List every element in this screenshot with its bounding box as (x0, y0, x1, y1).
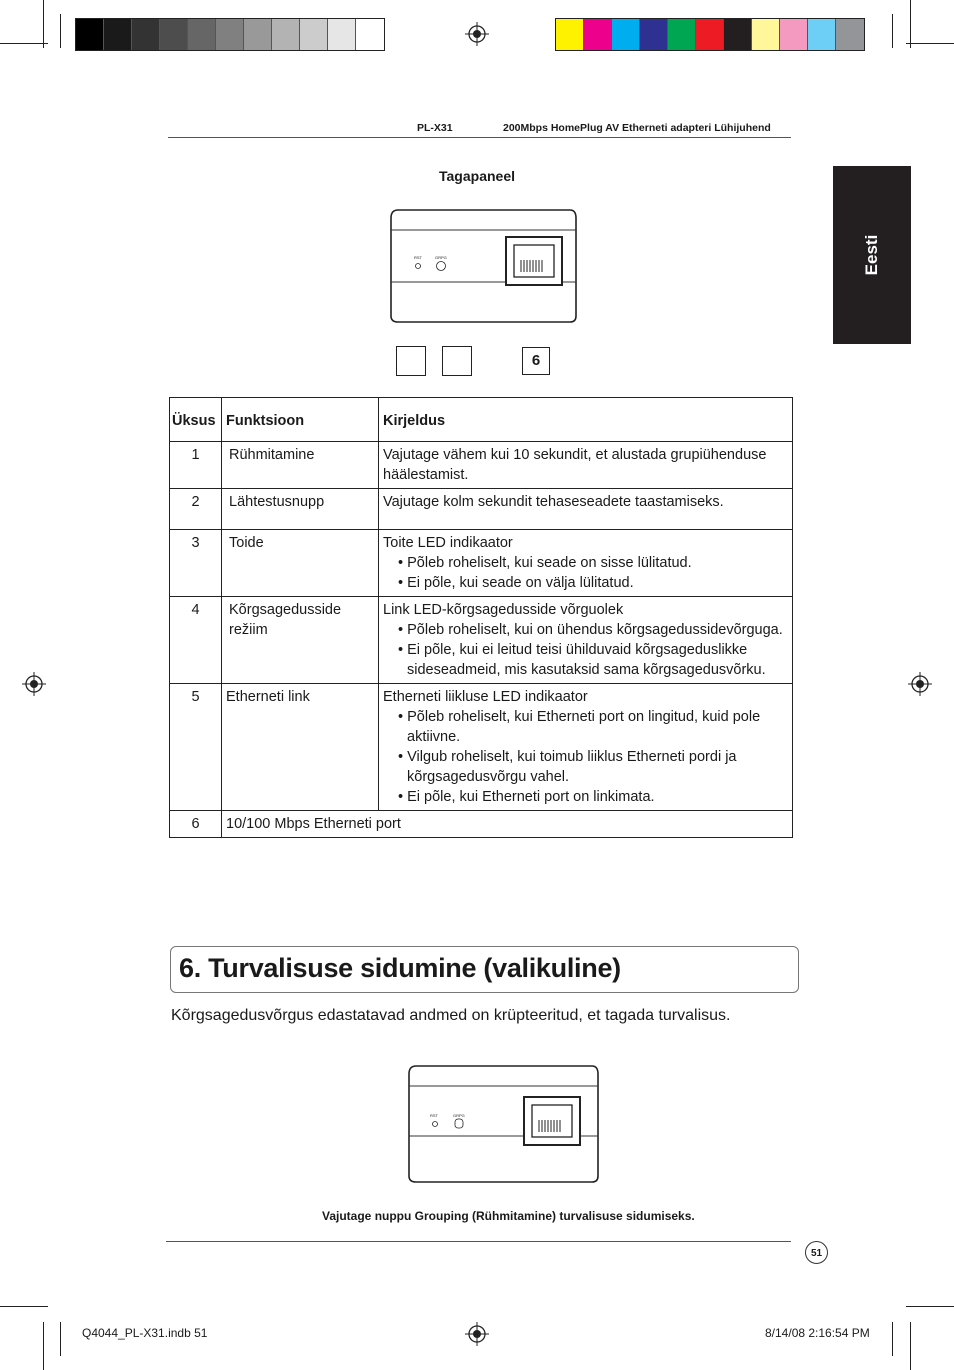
section-title-box (170, 946, 799, 993)
slug-filename: Q4044_PL-X31.indb 51 (82, 1326, 208, 1340)
color-swatch (188, 19, 216, 50)
row-function: Rühmitamine (222, 442, 379, 489)
registration-mark-icon (22, 672, 46, 696)
crop-mark (910, 1322, 911, 1370)
color-swatch (696, 19, 724, 50)
page-number: 51 (805, 1241, 828, 1264)
color-swatch (808, 19, 836, 50)
description-text: Etherneti liikluse LED indikaator (383, 689, 588, 705)
crop-mark (60, 14, 61, 48)
row-number: 3 (170, 530, 222, 597)
registration-mark-icon (465, 1322, 489, 1346)
row-number: 1 (170, 442, 222, 489)
crop-mark (906, 1306, 954, 1307)
grouping-device-illustration (406, 1064, 602, 1184)
row-description (379, 489, 793, 530)
rear-panel-spec-table (169, 397, 793, 838)
description-text: Link LED-kõrgsagedusside võrguolek (383, 602, 624, 618)
crop-mark (60, 1322, 61, 1356)
color-swatch (160, 19, 188, 50)
description-bullet: • Põleb roheliselt, kui on ühendus kõrgsagedussidevõrguga. (383, 620, 788, 640)
process-color-bar (555, 18, 865, 51)
description-bullet: • Ei põle, kui ei leitud teisi ühilduvaid kõrgsageduslikke sideseadmeid, mis kasutaksid sama kõrgsagedusvõrku. (383, 640, 788, 680)
crop-mark (906, 43, 954, 44)
registration-mark-icon (465, 22, 489, 46)
description-bullet: • Vilgub roheliselt, kui toimub liiklus Etherneti pordi ja kõrgsagedusvõrgu vahel. (383, 747, 788, 787)
color-swatch (104, 19, 132, 50)
crop-mark (892, 1322, 893, 1356)
header-rule (168, 137, 791, 138)
slug-timestamp: 8/14/08 2:16:54 PM (765, 1326, 870, 1340)
callout-ethernet-port: 6 (522, 347, 550, 375)
row-function: 10/100 Mbps Etherneti port (222, 811, 793, 838)
reset-port-label: RST (414, 255, 422, 260)
table-row (170, 442, 793, 489)
color-swatch (612, 19, 640, 50)
color-swatch (780, 19, 808, 50)
color-swatch (836, 19, 864, 50)
description-text: Toite LED indikaator (383, 535, 513, 551)
color-swatch (724, 19, 752, 50)
header-doc-title: 200Mbps HomePlug AV Etherneti adapteri Lühijuhend (503, 122, 771, 134)
reset-port-label: RST (430, 1113, 438, 1118)
crop-mark (43, 0, 44, 48)
table-header-cell: Funktsioon (222, 398, 379, 442)
crop-mark (910, 0, 911, 48)
row-number: 2 (170, 489, 222, 530)
description-bullet: • Ei põle, kui Etherneti port on linkimata. (383, 787, 788, 807)
table-header-cell: Üksus (170, 398, 222, 442)
row-description (379, 442, 793, 489)
color-swatch (300, 19, 328, 50)
gray-color-bar (75, 18, 385, 51)
illustration-caption: Vajutage nuppu Grouping (Rühmitamine) turvalisuse sidumiseks. (322, 1209, 695, 1223)
registration-mark-icon (908, 672, 932, 696)
row-description (379, 684, 793, 811)
description-text: Vajutage kolm sekundit tehaseseadete taastamiseks. (383, 494, 724, 510)
row-number: 5 (170, 684, 222, 811)
row-function: Kõrgsagedusside režiim (222, 597, 379, 684)
color-swatch (356, 19, 384, 50)
color-swatch (132, 19, 160, 50)
color-swatch (556, 19, 584, 50)
row-number: 6 (170, 811, 222, 838)
grouping-button-label: GRPG (453, 1113, 465, 1118)
table-row (170, 811, 793, 838)
description-text: Vajutage vähem kui 10 sekundit, et alustada grupiühenduse häälestamist. (383, 447, 767, 483)
table-row (170, 684, 793, 811)
table-header-cell: Kirjeldus (379, 398, 793, 442)
color-swatch (244, 19, 272, 50)
table-row (170, 597, 793, 684)
crop-mark (0, 1306, 48, 1307)
header-model: PL-X31 (417, 122, 453, 134)
color-swatch (76, 19, 104, 50)
row-function: Toide (222, 530, 379, 597)
rear-panel-title: Tagapaneel (439, 168, 515, 184)
table-row (170, 530, 793, 597)
color-swatch (752, 19, 780, 50)
description-bullet: • Põleb roheliselt, kui Etherneti port on lingitud, kuid pole aktiivne. (383, 707, 788, 747)
row-description (379, 597, 793, 684)
callout-grouping (442, 346, 472, 376)
row-function: Etherneti link (222, 684, 379, 811)
color-swatch (272, 19, 300, 50)
description-bullet: • Ei põle, kui seade on välja lülitatud. (383, 573, 788, 593)
language-tab-label: Eesti (862, 234, 881, 276)
footer-rule (166, 1241, 791, 1242)
row-function: Lähtestusnupp (222, 489, 379, 530)
rear-panel-device-illustration (388, 208, 582, 324)
table-header-row (170, 398, 793, 442)
color-swatch (216, 19, 244, 50)
row-description (379, 530, 793, 597)
section-title: 6. Turvalisuse sidumine (valikuline) (179, 953, 621, 983)
grouping-button-label: GRPG (435, 255, 447, 260)
section-intro: Kõrgsagedusvõrgus edastatavad andmed on krüpteeritud, et tagada turvalisus. (171, 1007, 731, 1024)
color-swatch (640, 19, 668, 50)
description-bullet: • Põleb roheliselt, kui seade on sisse lülitatud. (383, 553, 788, 573)
color-swatch (668, 19, 696, 50)
callout-reset (396, 346, 426, 376)
crop-mark (0, 43, 48, 44)
row-number: 4 (170, 597, 222, 684)
color-swatch (584, 19, 612, 50)
color-swatch (328, 19, 356, 50)
crop-mark (43, 1322, 44, 1370)
table-row (170, 489, 793, 530)
language-tab (833, 166, 911, 344)
crop-mark (892, 14, 893, 48)
